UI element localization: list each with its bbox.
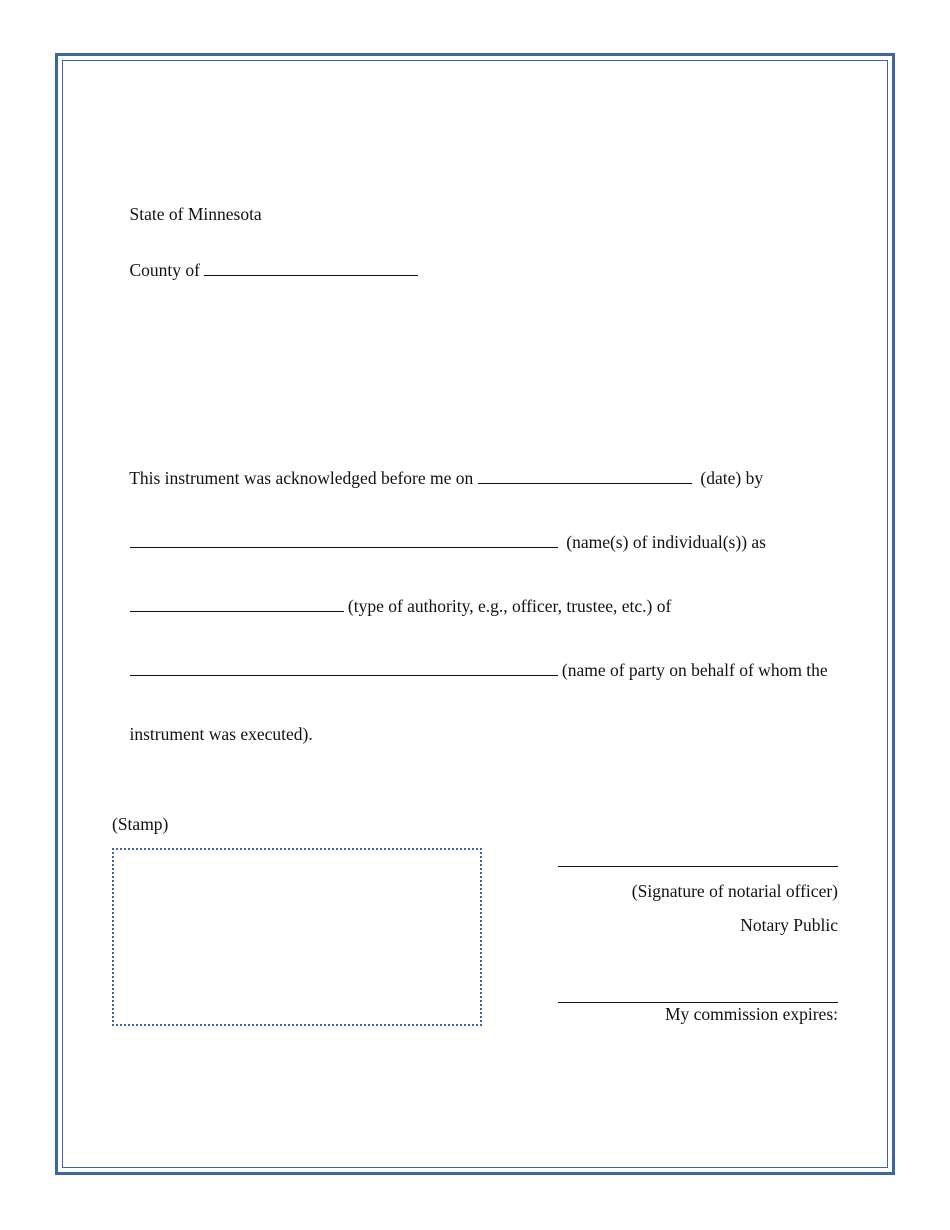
stamp-label: (Stamp) xyxy=(112,814,169,834)
commission-expires-label: My commission expires: xyxy=(664,1004,838,1024)
ack-line-1 xyxy=(112,445,763,511)
ack-line-5 xyxy=(112,701,313,767)
authority-type-blank-field[interactable] xyxy=(130,595,344,612)
ack-line-3-end: (type of authority, e.g., officer, trustee, etc.) of xyxy=(347,596,672,616)
signature-caption: (Signature of notarial officer) xyxy=(631,881,838,901)
state-text: State of Minnesota xyxy=(129,204,262,224)
ack-line-1-end: (date) by xyxy=(700,468,764,488)
notary-public-title: Notary Public xyxy=(740,915,838,935)
date-blank-field[interactable] xyxy=(478,467,692,484)
individual-names-blank-field[interactable] xyxy=(130,531,558,548)
stamp-box[interactable] xyxy=(112,848,482,1026)
ack-line-2-end: (name(s) of individual(s)) as xyxy=(566,532,766,552)
ack-line-3 xyxy=(112,573,671,639)
party-name-blank-field[interactable] xyxy=(130,659,558,676)
ack-line-1-start: This instrument was acknowledged before me on xyxy=(129,468,474,488)
county-line xyxy=(112,237,418,303)
county-label: County of xyxy=(129,260,200,280)
ack-line-4 xyxy=(112,637,828,703)
ack-line-5-text: instrument was executed). xyxy=(129,724,313,744)
ack-line-4-end: (name of party on behalf of whom the xyxy=(561,660,828,680)
ack-line-2 xyxy=(112,509,766,575)
county-blank-field[interactable] xyxy=(204,259,418,276)
signature-line[interactable] xyxy=(558,866,838,867)
